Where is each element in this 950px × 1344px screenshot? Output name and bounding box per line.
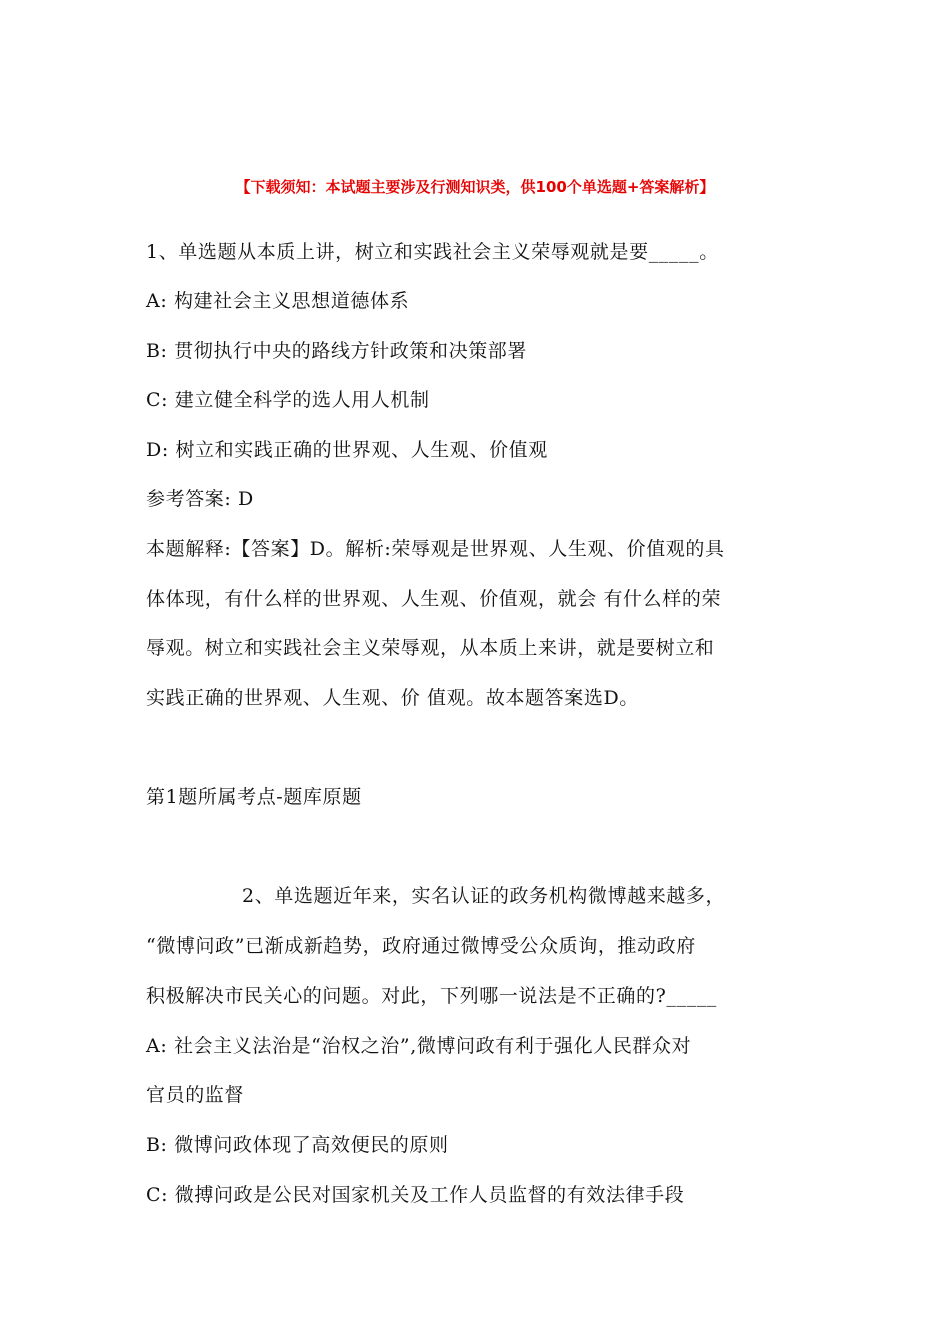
question-2-stem-line: 2、单选题近年来，实名认证的政务机构微博越来越多， — [242, 885, 726, 907]
question-2-stem-line: “微博问政”已渐成新趋势，政府通过微博受公众质询，推动政府 — [146, 935, 696, 957]
question-1-explanation-line: 本题解释:【答案】D。解析:荣辱观是世界观、人生观、价值观的具 — [146, 538, 725, 560]
question-1-answer: 参考答案: D — [146, 488, 254, 510]
question-1-topic: 第1题所属考点-题库原题 — [146, 786, 362, 808]
question-2-option-b: B: 微博问政体现了高效便民的原则 — [146, 1134, 449, 1156]
question-2-option-c: C: 微搏问政是公民对国家机关及工作人员监督的有效法律手段 — [146, 1184, 685, 1206]
question-1-explanation-line: 辱观。树立和实践社会主义荣辱观，从本质上来讲，就是要树立和 — [146, 637, 715, 659]
question-2-stem-line: 积极解决市民关心的问题。对此，下列哪一说法是不正确的?_____ — [146, 985, 717, 1007]
question-2-option-a-continued: 官员的监督 — [146, 1084, 245, 1106]
question-1-option-b: B: 贯彻执行中央的路线方针政策和决策部署 — [146, 340, 528, 362]
question-1-option-d: D: 树立和实践正确的世界观、人生观、价值观 — [146, 439, 548, 461]
question-1-explanation-line: 体体现，有什么样的世界观、人生观、价值观，就会 有什么样的荣 — [146, 588, 722, 610]
question-1-explanation-line: 实践正确的世界观、人生观、价 值观。故本题答案选D。 — [146, 687, 639, 709]
question-2-option-a: A: 社会主义法治是“治权之治”,微博问政有利于强化人民群众对 — [146, 1035, 692, 1057]
download-notice: 【下载须知：本试题主要涉及行测知识类，供100个单选题+答案解析】 — [235, 178, 715, 196]
question-1-stem: 1、单选题从本质上讲，树立和实践社会主义荣辱观就是要_____。 — [146, 241, 719, 263]
question-1-option-c: C: 建立健全科学的选人用人机制 — [146, 389, 430, 411]
question-1-option-a: A: 构建社会主义思想道德体系 — [146, 290, 410, 312]
